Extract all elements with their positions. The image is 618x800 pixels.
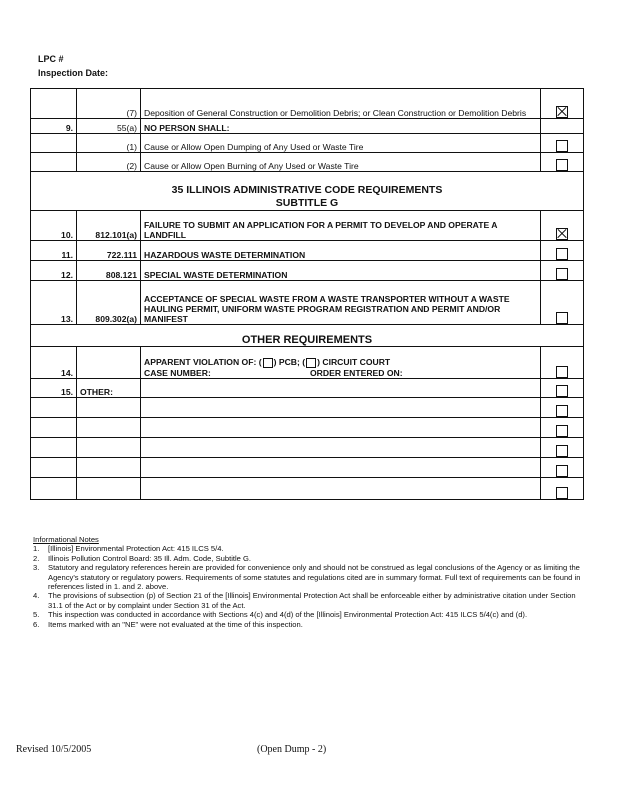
table-row	[31, 211, 584, 241]
subsection-number: (1)	[77, 134, 141, 153]
note-text: Illinois Pollution Control Board: 35 Ill. Adm. Code, Subtitle G.	[48, 553, 252, 563]
pcb-label: ) PCB; (	[273, 357, 306, 368]
revised-date: Revised 10/5/2005	[16, 744, 92, 755]
case-number-label: CASE NUMBER:	[144, 368, 211, 378]
requirement-text: Cause or Allow Open Burning of Any Used or Waste Tire	[141, 153, 541, 172]
checkbox-13[interactable]	[556, 312, 568, 324]
note-number: 1.	[33, 544, 40, 554]
section-reference: 808.121	[77, 261, 141, 281]
note-item	[33, 620, 588, 629]
checkbox-blank[interactable]	[556, 465, 568, 477]
subsection-number: (7)	[77, 89, 141, 119]
checkbox-7[interactable]	[556, 106, 568, 118]
requirement-text: Cause or Allow Open Dumping of Any Used or Waste Tire	[141, 134, 541, 153]
checkbox-10[interactable]	[556, 228, 568, 240]
note-number: 4.	[33, 591, 40, 601]
section-reference: 809.302(a)	[77, 281, 141, 325]
checkbox-14[interactable]	[556, 366, 568, 378]
checkbox-12[interactable]	[556, 268, 568, 280]
note-item	[33, 554, 588, 563]
note-number: 3.	[33, 563, 40, 573]
note-item	[33, 544, 588, 553]
section-reference: 55(a)	[77, 119, 141, 134]
table-row	[31, 438, 584, 458]
note-text: Statutory and regulatory references herein are provided for convenience only and should not be construed as legal conclusions of the Agency or as limiting the Agency's statutory or regulatory powers. Requirements of some statutes and regulations cited are in summary format. Full text of requirements can be found in references listed in 1. and 2. above.	[48, 563, 581, 592]
requirement-text: HAZARDOUS WASTE DETERMINATION	[141, 241, 541, 261]
subsection-number: (2)	[77, 153, 141, 172]
notes-list	[33, 544, 588, 629]
note-text: This inspection was conducted in accordance with Sections 4(c) and 4(d) of the [Illinois] Environmental Protection Act: 415 ILCS 5/4(c) and (d).	[48, 610, 528, 620]
requirement-text: SPECIAL WASTE DETERMINATION	[141, 261, 541, 281]
checkbox-9-1[interactable]	[556, 140, 568, 152]
checkbox-11[interactable]	[556, 248, 568, 260]
item-number: 14.	[31, 347, 77, 379]
note-number: 6.	[33, 619, 40, 629]
checkbox-15[interactable]	[556, 385, 568, 397]
table-row	[31, 478, 584, 500]
checkbox-9-2[interactable]	[556, 159, 568, 171]
item-number: 9.	[31, 119, 77, 134]
checkbox-blank[interactable]	[556, 487, 568, 499]
note-number: 2.	[33, 553, 40, 563]
item-number: 12.	[31, 261, 77, 281]
section-heading-row	[31, 325, 584, 347]
inspection-date-label: Inspection Date:	[38, 68, 109, 78]
item-number: 11.	[31, 241, 77, 261]
item-number: 13.	[31, 281, 77, 325]
section-heading-row	[31, 172, 584, 211]
note-item	[33, 563, 588, 591]
note-text: Items marked with an "NE" were not evaluated at the time of this inspection.	[48, 619, 303, 629]
table-row	[31, 458, 584, 478]
table-row	[31, 281, 584, 325]
checkbox-blank[interactable]	[556, 425, 568, 437]
note-text: [Illinois] Environmental Protection Act: 415 ILCS 5/4.	[48, 544, 224, 554]
notes-title: Informational Notes	[33, 535, 99, 544]
circuit-court-checkbox[interactable]	[306, 358, 316, 368]
table-row	[31, 119, 584, 134]
table-row	[31, 134, 584, 153]
apparent-violation-label: APPARENT VIOLATION OF: (	[144, 357, 262, 368]
section-reference: 812.101(a)	[77, 211, 141, 241]
table-row	[31, 418, 584, 438]
table-row	[31, 347, 584, 379]
note-item	[33, 610, 588, 619]
table-row	[31, 261, 584, 281]
informational-notes	[33, 535, 588, 629]
note-text: The provisions of subsection (p) of Section 21 of the [Illinois] Environmental Protection Act shall be enforceable either by administrative citation under Section 31.1 of the Act or by complaint under Section 31 of the Act.	[48, 591, 576, 610]
other-label: OTHER:	[77, 379, 141, 398]
requirement-text: NO PERSON SHALL:	[141, 119, 541, 134]
requirement-text: ACCEPTANCE OF SPECIAL WASTE FROM A WASTE TRANSPORTER WITHOUT A WASTE HAULING PERMIT, UNIFORM WASTE PROGRAM REGISTRATION AND PERMIT AND/OR MANIFEST	[141, 281, 541, 325]
table-row	[31, 398, 584, 418]
inspection-checklist-table	[30, 88, 584, 500]
item-number: 10.	[31, 211, 77, 241]
checkbox-blank[interactable]	[556, 405, 568, 417]
section-heading: OTHER REQUIREMENTS	[31, 325, 584, 347]
table-row	[31, 153, 584, 172]
table-row	[31, 89, 584, 119]
table-row	[31, 241, 584, 261]
note-item	[33, 591, 588, 610]
pcb-checkbox[interactable]	[263, 358, 273, 368]
page-label: (Open Dump - 2)	[257, 744, 327, 755]
checkbox-blank[interactable]	[556, 445, 568, 457]
table-row	[31, 379, 584, 398]
order-entered-label: ORDER ENTERED ON:	[310, 368, 403, 378]
circuit-court-label: ) CIRCUIT COURT	[317, 357, 391, 368]
section-reference: 722.111	[77, 241, 141, 261]
item-number: 15.	[31, 379, 77, 398]
section-subheading: SUBTITLE G	[275, 197, 339, 209]
requirement-text: Deposition of General Construction or Demolition Debris; or Clean Construction or Demolition Debris	[141, 89, 541, 119]
note-number: 5.	[33, 610, 40, 620]
lpc-label: LPC #	[38, 54, 64, 64]
requirement-text: FAILURE TO SUBMIT AN APPLICATION FOR A PERMIT TO DEVELOP AND OPERATE A LANDFILL	[141, 211, 541, 241]
section-heading: 35 ILLINOIS ADMINISTRATIVE CODE REQUIREMENTS	[171, 184, 443, 196]
